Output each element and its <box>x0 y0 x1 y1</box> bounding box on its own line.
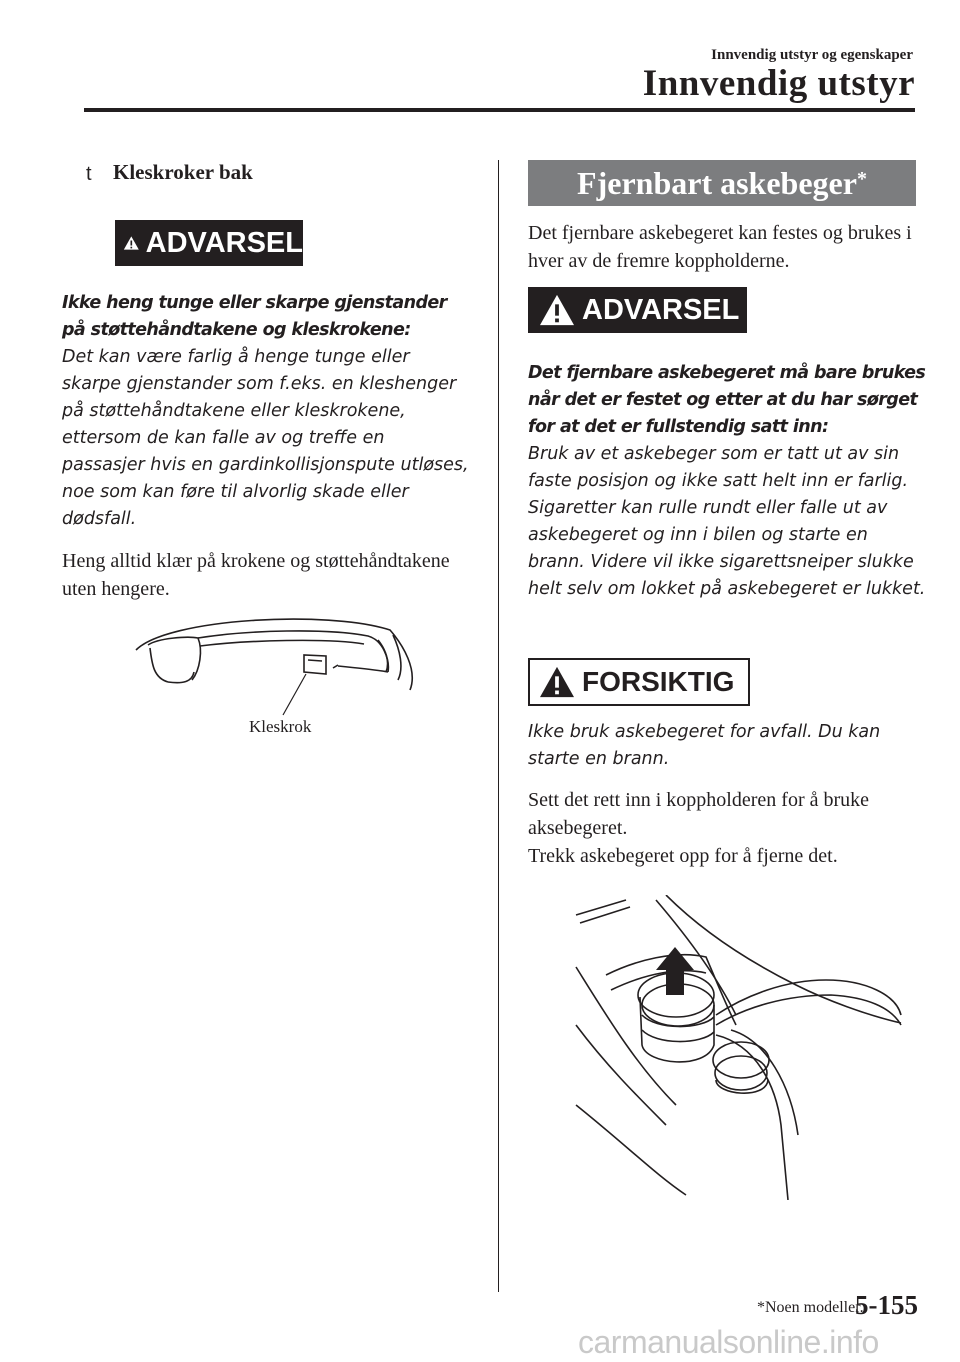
caution-badge-label: FORSIKTIG <box>582 666 735 697</box>
header-rule <box>84 108 915 112</box>
ashtray-illustration <box>566 895 906 1200</box>
instruction-line-1: Sett det rett inn i koppholderen for å bruke aksebegeret. <box>528 789 870 839</box>
chapter-subtitle: Innvendig utstyr og egenskaper <box>711 47 913 63</box>
page-number: 5-155 <box>855 1290 918 1320</box>
body-paragraph: Heng alltid klær på krokene og støttehåndtakene uten hengere. <box>62 550 450 600</box>
banner-title: Fjernbart askebeger <box>577 164 857 201</box>
warning-text: Det kan være farlig å henge tunge eller skarpe gjenstander som f.eks. en kleshenger på støttehåndtakene eller kleskrokene, ettersom de kan falle av og treffe en passasjer hvis en gardinkollisjonspute utløses, noe som kan føre til alvorlig skade eller dødsfall. <box>62 347 469 529</box>
warning-badge <box>115 220 303 266</box>
leader-line <box>283 674 306 715</box>
footnote-mark: * <box>856 167 867 190</box>
chapter-title: Innvendig utstyr <box>642 63 915 104</box>
intro-paragraph: Det fjernbare askebegeret kan festes og brukes i hver av de fremre koppholderne. <box>528 222 912 272</box>
warning-block <box>62 290 472 533</box>
warning-badge-label: ADVARSEL <box>582 293 740 326</box>
warning-badge <box>528 287 747 333</box>
grab-handle-illustration <box>128 610 428 720</box>
watermark: carmanualsonline.info <box>578 1324 879 1360</box>
instruction-line-2: Trekk askebegeret opp for å fjerne det. <box>528 845 838 867</box>
column-divider <box>498 160 499 1292</box>
instruction-paragraph <box>528 786 928 870</box>
figure-caption: Kleskrok <box>249 717 312 736</box>
warning-triangle-icon <box>123 226 140 260</box>
warning-text: Bruk av et askebeger som er tatt ut av sin faste posisjon og ikke satt helt inn er farlig. Sigaretter kan rulle rundt eller falle ut av askebegeret og inn i bilen og starte en brann. Videre vil ikke sigarettsneiper slukke helt selv om lokket på askebegeret er lukket. <box>528 444 926 599</box>
caution-badge <box>528 658 750 706</box>
footnote: *Noen modeller. <box>757 1299 864 1316</box>
caution-triangle-icon <box>538 665 576 699</box>
warning-heading: Ikke heng tunge eller skarpe gjenstander på støttehåndtakene og kleskrokene: <box>62 293 447 340</box>
warning-heading: Det fjernbare askebegeret må bare brukes når det er festet og etter at du har sørget for at det er fullstendig satt inn: <box>528 363 926 437</box>
warning-badge-label: ADVARSEL <box>145 226 303 259</box>
warning-block <box>528 360 928 603</box>
caution-text: Ikke bruk askebegeret for avfall. Du kan starte en brann. <box>528 722 881 769</box>
warning-triangle-icon <box>538 293 576 327</box>
section-bullet: t <box>86 163 92 185</box>
section-banner <box>528 160 916 206</box>
section-heading: Kleskroker bak <box>113 160 253 184</box>
